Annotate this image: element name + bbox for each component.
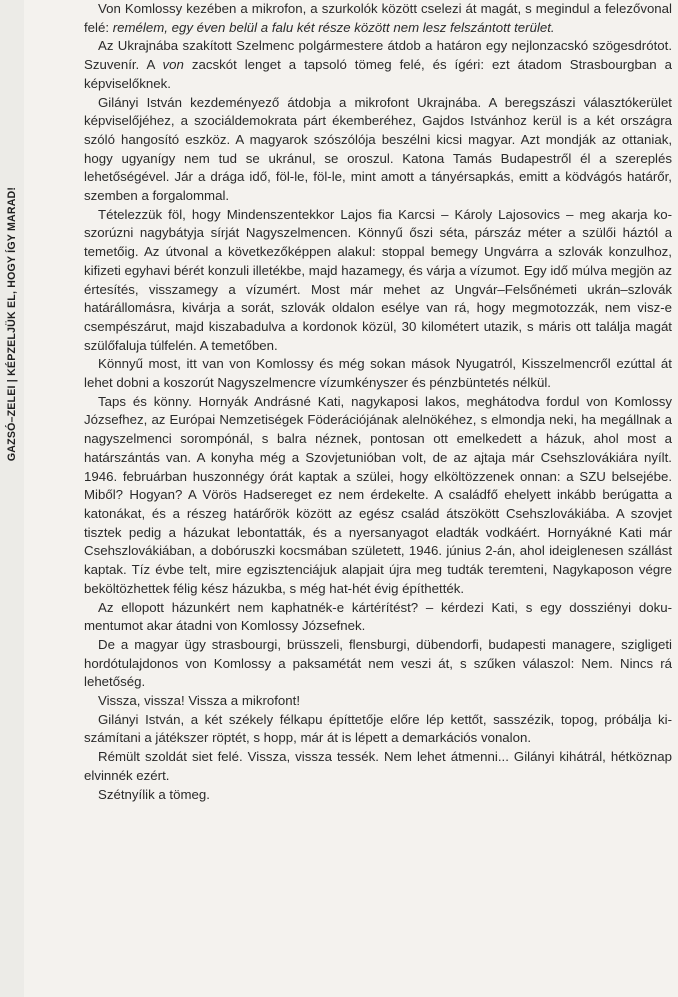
paragraph-6-text: Taps és könny. Hornyák Andrásné Kati, nagykaposi lakos, meghátodva fordul von Komlossy Józsefhez, az Európai Nemzetiségek Föderációjának alelnökéhez, s elmondja neki, ha megállnak a nagyszelmenci sorompónál, s balra néznek, pontosan ott emelkedett a házuk, ahol most a határszántás van. A konyha még a Szovjetunióban volt, de az ajtaja már Csehszlovákiára nyílt. 1946. februárban huszonnégy órát kaptak a szülei, hogy elköltözzenek onnan: a SZU belsejébe. Miből? Hogyan? A Vörös Hadsereget ez nem érdekelte. A családfő ehelyett inkább berúgatta a katonákat, és a részeg határőrök között az egész család átszökött Csehszlovákiába. A szovjet tisztek pedig a házukat lebontatták, és a nyersanyagot eladták vodkáért. Hornyákné Kati már Csehszlovákiában, a dobóruszki kocsmában született, 1946. június 2-án, ahol ideiglenesen szállást kaptak. Tíz évbe telt, mire egzisztenciájuk alapjait újra meg tudták teremteni, Nagykaposon végre beköltözhettek félig kész házukba, s még hat-hét évig építhették.: [84, 393, 672, 596]
paragraph-4-text: Tételezzük föl, hogy Mindenszentekkor Lajos fia Karcsi – Károly Lajosovics – meg akarja koszorúzni nagybátyja sírját Nagyszelmencen. Könnyű őszi séta, párszáz méter a szülői háztól a temetőig. Az útvonal a következőképpen alakul: stoppal bemegy Ungvárra a szlovák konzulhoz, kifizeti egyhavi bérét konzuli illetékbe, majd hazamegy, és várja a vízumot. Egy idő múlva megjön az értesítés, visszamegy a vízumért. Most már mehet az Ungvár–Felsőnémeti ukrán–szlovák határállomásra, kivárja a sorát, szlovák oldalon esélye van rá, hogy megmotozzák, nem visz-e csempészárut, majd kiszabadulva a kordonok közül, 30 kilométert utazik, s máris ott találja magát szülőfaluja túlfelén. A temetőben.: [84, 206, 672, 353]
paragraph-8: [84, 636, 672, 692]
paragraph-1-italic: remélem, egy éven belül a falu két része között nem lesz felszántott terület.: [112, 19, 555, 35]
paragraph-7: [84, 599, 672, 636]
paragraph-12: [84, 786, 672, 805]
paragraph-4: [84, 206, 672, 356]
paragraph-9: [84, 692, 672, 711]
paragraph-2-italic: von: [162, 57, 184, 73]
paragraph-10-text: Gilányi István, a két székely félkapu építtetője előre lép kettőt, sasszézik, topog, próbálja kiszámítani a játékszer röptét, s hopp, már át is lépett a demarkációs vonalon.: [84, 711, 672, 746]
paragraph-2: [84, 37, 672, 93]
paragraph-1-text: Von Komlossy kezében a mikrofon, a szurkolók között cselezi át magát, s megindul a felezővonal felé:: [84, 1, 672, 35]
paragraph-3-text: Gilányi István kezdeményező átdobja a mikrofont Ukrajnába. A beregszászi választókerület képviselőjéhez, a szociáldemokrata párt ékemberéhez, Gajdos Istvánhoz kerül is a két országra szóló hangosító eszköz. A magyarok szószólója beszélni kicsi magyar. Azt mondják az ottaniak, hogy ugyanígy nem tud se ukránul, se oroszul. Katona Tamás Budapestről él a szereplés lehetőségével. Jár a drága idő, föl-le, föl-le, mint amott a tányérsapkás, emitt a ködvágós határőr, szemben a forgalommal.: [84, 94, 672, 204]
paragraph-2-text-after: zacskót lenget a tapsoló tömeg felé, és ígéri: ezt átadom Strasbourgban a képviselőknek.: [84, 57, 672, 91]
page-spine: [0, 0, 24, 997]
paragraph-11-text: Rémült szoldát siet felé. Vissza, vissza tessék. Nem lehet átmenni... Gilányi kihátrál, hétköznap elvinnék ezért.: [84, 749, 672, 783]
paragraph-9-text: Vissza, vissza! Vissza a mikrofont!: [98, 693, 301, 709]
paragraph-11: [84, 748, 672, 785]
paragraph-6: [84, 393, 672, 599]
paragraph-5: [84, 355, 672, 392]
paragraph-10: [84, 711, 672, 748]
running-head-text: GAZSÓ–ZELEI | KÉPZELJÜK EL, HOGY ÍGY MARAD!: [6, 186, 19, 462]
paragraph-12-text: Szétnyílik a tömeg.: [98, 786, 210, 802]
paragraph-5-text: Könnyű most, itt van von Komlossy és még sokan mások Nyugatról, Kisszelmencről ezúttal át lehet dobni a koszorút Nagyszelmencre vízumkényszer és pénzbüntetés nélkül.: [84, 356, 672, 391]
paragraph-7-text: Az ellopott házunkért nem kaphatnék-e kártérítést? – kérdezi Kati, s egy dossziényi dokumentumot akar átadni von Komlossy Józsefnek.: [84, 599, 672, 634]
paragraph-8-text: De a magyar ügy strasbourgi, brüsszeli, flensburgi, dübendorfi, budapesti managere, szigligeti hordótulajdonos von Komlossy a paksamétát nem veszi át, s szűken válaszol: Nem. Nincs rá lehetőség.: [84, 636, 672, 690]
paragraph-2-text: Az Ukrajnába szakított Szelmenc polgármestere átdob a határon egy nejlonzacskó szögesdrótot. Szuvenír. A: [84, 38, 672, 73]
paragraph-3: [84, 94, 672, 206]
paragraph-1: [84, 0, 672, 37]
article-body: [84, 0, 672, 804]
